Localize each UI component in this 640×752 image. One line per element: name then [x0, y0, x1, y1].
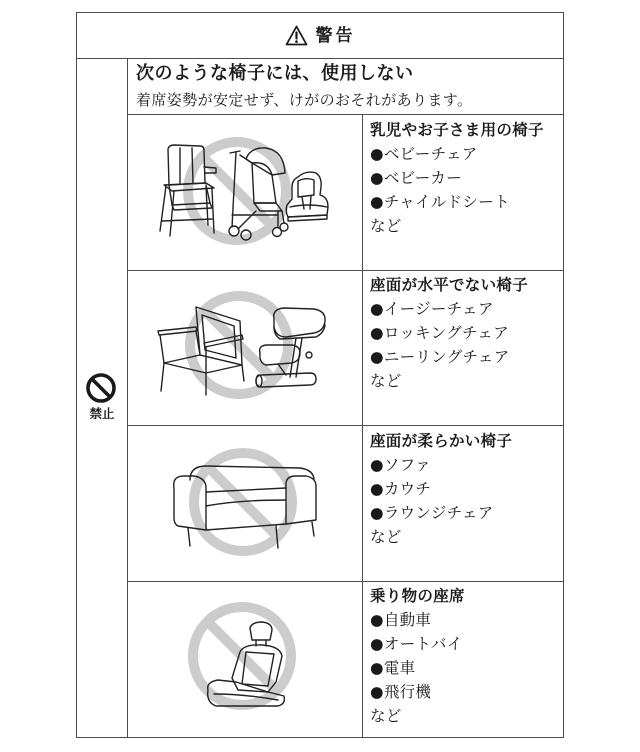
warning-header [77, 13, 563, 58]
list-item: ●ベビーカー [370, 169, 462, 187]
high-chair-leg [160, 186, 166, 231]
high-chair-frame [169, 185, 172, 205]
stroller-wheel [280, 223, 288, 231]
prohibition-label: 禁止 [89, 406, 115, 421]
list-item: ●ベビーチェア [370, 145, 478, 163]
child-car-seat-base [288, 215, 327, 221]
list-item: ●オートバイ [370, 635, 463, 653]
intro-title: 次のような椅子には、使用しない [136, 63, 414, 84]
list-item: ●ソファ [370, 456, 431, 474]
list-item: ●イージーチェア [370, 300, 494, 318]
stroller-frame [240, 155, 252, 163]
warning-triangle-icon [285, 25, 308, 46]
easy-chair-leg [161, 363, 164, 391]
list-item: など [370, 372, 402, 390]
row-illustration [128, 271, 362, 425]
child-car-seat-harness [302, 197, 304, 209]
easy-chair-leg [242, 365, 244, 381]
warning-label: 警告 [315, 25, 356, 46]
row-illustration [128, 582, 362, 736]
prohibition-slash [92, 379, 110, 397]
child-car-seat-harness [310, 196, 311, 209]
prohibition-icon [85, 372, 117, 404]
table-border-left [76, 12, 77, 738]
vehicle-seat-headrest [250, 622, 272, 640]
list-item: ●ロッキングチェア [370, 324, 509, 342]
row-heading: 乗り物の座席 [370, 587, 465, 605]
row-text-soft-seats [370, 429, 558, 549]
list-item: ●ニーリングチェア [370, 348, 510, 366]
sofa-leg [188, 528, 190, 546]
list-item: ●飛行機 [370, 683, 432, 701]
high-chair-leg [212, 189, 214, 233]
row-illustration [128, 426, 362, 580]
row-text-child-seats [370, 118, 558, 238]
sofa-back-base [206, 488, 286, 492]
table-border-right [563, 12, 564, 738]
list-item: ●ラウンジチェア [370, 504, 494, 522]
list-item: など [370, 528, 402, 546]
header-divider [76, 58, 564, 59]
stroller-wheel [229, 226, 239, 236]
row-heading: 座面が柔らかい椅子 [370, 432, 513, 450]
intro-subtitle: 着席姿勢が安定せず、けがのおそれがあります。 [136, 91, 473, 109]
child-car-seat-icon [286, 172, 328, 221]
stroller-frame [238, 211, 256, 229]
list-item: など [370, 707, 402, 725]
list-item: ●電車 [370, 659, 416, 677]
child-car-seat-back [298, 179, 314, 197]
row-heading: 座面が水平でない椅子 [370, 276, 529, 294]
warning-exclamation-dot [295, 40, 298, 43]
list-item: ●自動車 [370, 611, 432, 629]
stroller-seat-back [252, 163, 276, 203]
prohibition-icon [188, 142, 286, 240]
row-illustration [128, 115, 362, 269]
list-item: ●カウチ [370, 480, 432, 498]
stroller-handle [230, 151, 240, 153]
kneeling-chair-knob [306, 352, 312, 358]
image-text-divider [362, 114, 363, 738]
row-text-tilted-seats [370, 273, 558, 393]
row-heading: 乳児やお子さま用の椅子 [370, 121, 544, 139]
high-chair-slat [192, 148, 193, 183]
sofa-leg [312, 522, 314, 536]
list-item: ●チャイルドシート [370, 193, 510, 211]
easy-chair-arm-post [160, 335, 164, 363]
table-border-bottom [76, 737, 564, 738]
child-car-seat-cushion [290, 205, 327, 207]
list-item: など [370, 217, 402, 235]
row-text-vehicle-seats [370, 584, 558, 728]
